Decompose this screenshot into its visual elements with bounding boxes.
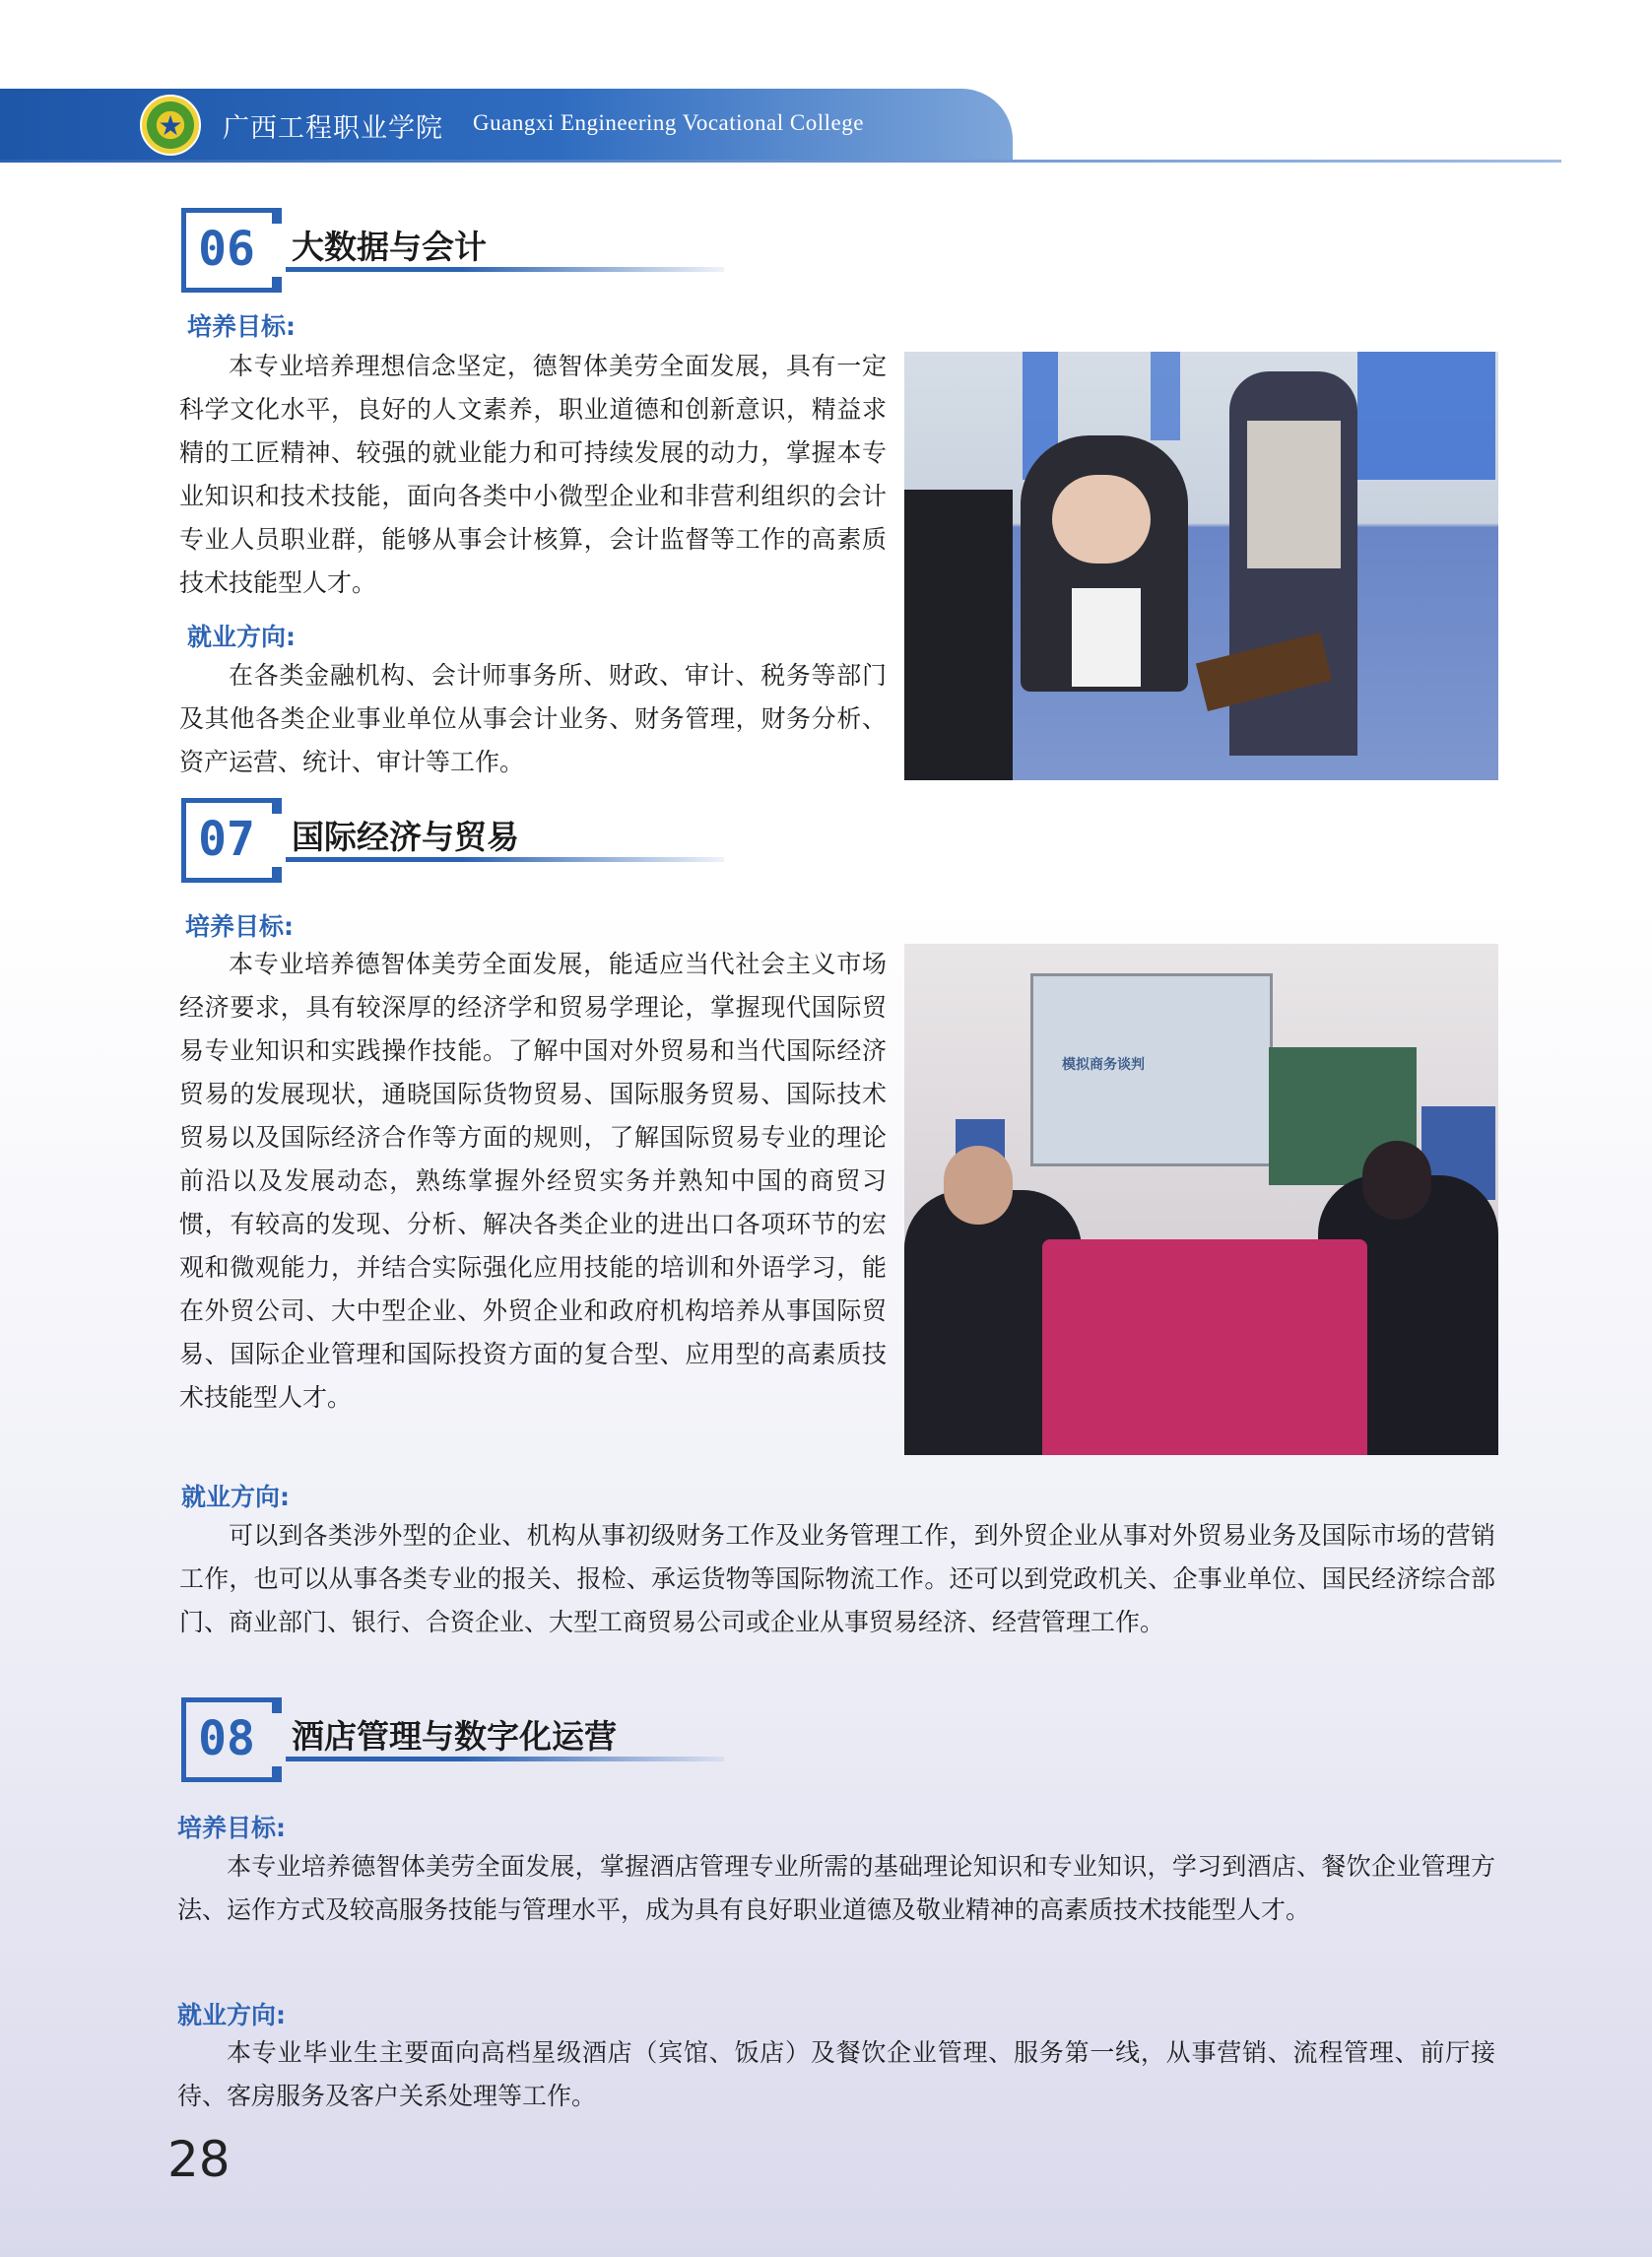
section-title: 国际经济与贸易 bbox=[292, 818, 519, 856]
section-title: 酒店管理与数字化运营 bbox=[292, 1717, 617, 1756]
section-heading-06 bbox=[181, 208, 733, 297]
college-name-en: Guangxi Engineering Vocational College bbox=[473, 110, 864, 135]
page-number: 28 bbox=[167, 2131, 231, 2188]
goal-text: 本专业培养德智体美劳全面发展，能适应当代社会主义市场经济要求，具有较深厚的经济学和贸易学理论，掌握现代国际贸易专业知识和实践操作技能。了解中国对外贸易和当代国际经济贸易的发展现状，通晓国际货物贸易、国际服务贸易、国际技术贸易以及国际经济合作等方面的规则，了解国际贸易专业的理论前沿以及发展动态，熟练掌握外经贸实务并熟知中国的商贸习惯，有较高的发现、分析、解决各类企业的进出口各项环节的宏观和微观能力，并结合实际强化应用技能的培训和外语学习，能在外贸公司、大中型企业、外贸企业和政府机构培养从事国际贸易、国际企业管理和国际投资方面的复合型、应用型的高素质技术技能型人才。 bbox=[179, 950, 887, 1412]
photo-abacus-classroom bbox=[904, 352, 1498, 780]
career-text: 在各类金融机构、会计师事务所、财政、审计、税务等部门及其他各类企业事业单位从事会计业务、财务管理，财务分析、资产运营、统计、审计等工作。 bbox=[179, 661, 887, 776]
section-title: 大数据与会计 bbox=[292, 228, 487, 266]
title-underline bbox=[286, 267, 724, 272]
goal-text: 本专业培养理想信念坚定，德智体美劳全面发展，具有一定科学文化水平，良好的人文素养，职业道德和创新意识，精益求精的工匠精神、较强的就业能力和可持续发展的动力，掌握本专业知识和技术技能，面向各类中小微型企业和非营利组织的会计专业人员职业群，能够从事会计核算，会计监督等工作的高素质技术技能型人才。 bbox=[179, 352, 887, 597]
career-text: 本专业毕业生主要面向高档星级酒店（宾馆、饭店）及餐饮企业管理、服务第一线，从事营销、流程管理、前厅接待、客房服务及客户关系处理等工作。 bbox=[177, 2038, 1495, 2110]
career-label: 就业方向: bbox=[181, 1483, 290, 1511]
screen-caption: 模拟商务谈判 bbox=[1062, 1057, 1145, 1073]
college-emblem-icon: ★ bbox=[140, 95, 201, 156]
career-label: 就业方向: bbox=[187, 623, 296, 651]
section-heading-08 bbox=[181, 1697, 733, 1786]
career-label: 就业方向: bbox=[177, 2001, 286, 2029]
goal-text: 本专业培养德智体美劳全面发展，掌握酒店管理专业所需的基础理论知识和专业知识，学习到酒店、餐饮企业管理方法、运作方式及较高服务技能与管理水平，成为具有良好职业道德及敬业精神的高素质技术技能型人才。 bbox=[177, 1852, 1495, 1924]
section-number: 08 bbox=[198, 1711, 255, 1766]
goal-label: 培养目标: bbox=[177, 1814, 286, 1842]
header-divider bbox=[0, 160, 1561, 163]
photo-business-negotiation bbox=[904, 944, 1498, 1455]
section-heading-07 bbox=[181, 798, 733, 887]
career-text: 可以到各类涉外型的企业、机构从事初级财务工作及业务管理工作，到外贸企业从事对外贸易业务及国际市场的营销工作，也可以从事各类专业的报关、报检、承运货物等国际物流工作。还可以到党政机关、企事业单位、国民经济综合部门、商业部门、银行、合资企业、大型工商贸易公司或企业从事贸易经济、经营管理工作。 bbox=[179, 1521, 1495, 1636]
title-underline bbox=[286, 1757, 724, 1761]
college-name-cn: 广西工程职业学院 bbox=[223, 113, 443, 144]
section-number: 06 bbox=[198, 222, 255, 277]
goal-label: 培养目标: bbox=[187, 312, 296, 341]
goal-label: 培养目标: bbox=[185, 912, 294, 941]
section-number: 07 bbox=[198, 812, 255, 867]
title-underline bbox=[286, 857, 724, 862]
